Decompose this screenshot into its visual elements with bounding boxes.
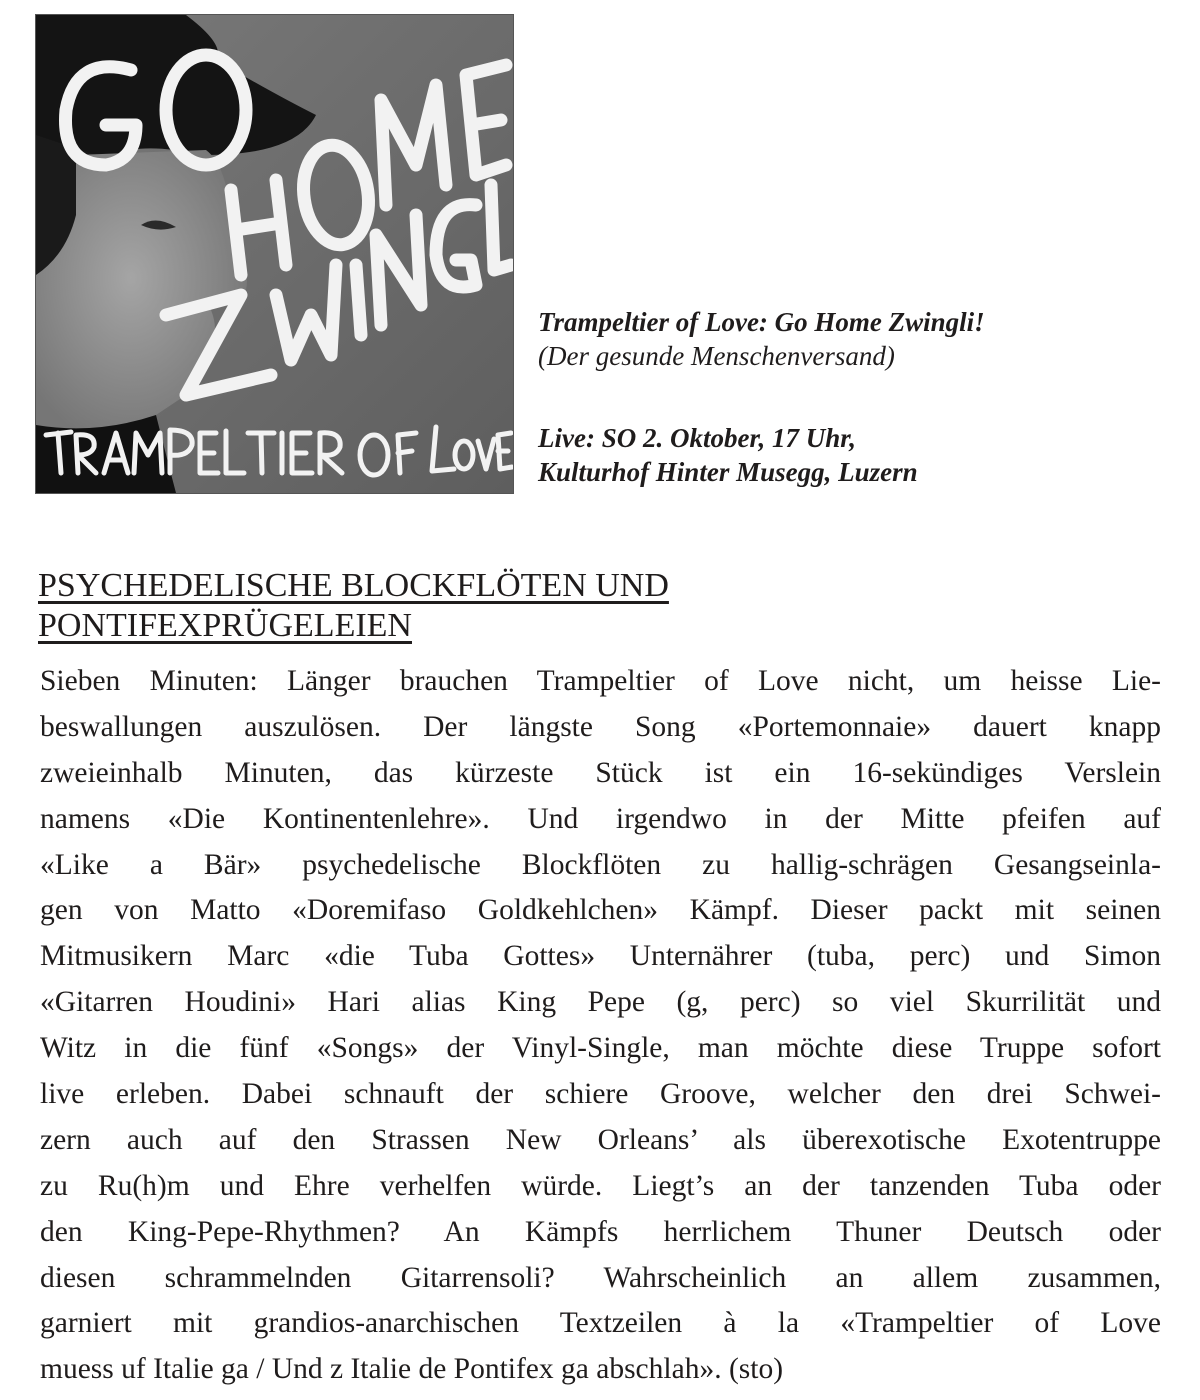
body-line: zu Ru(h)m und Ehre verhelfen würde. Liegt’s an der tanzenden Tuba oder xyxy=(40,1169,1161,1202)
headline-line xyxy=(38,566,1178,606)
body-line: zern auch auf den Strassen New Orleans’ als überexotische Exotentruppe xyxy=(40,1123,1161,1156)
headline-text: PONTIFEXPRÜGELEIEN xyxy=(38,607,412,644)
body-line: diesen schrammelnden Gitarrensoli? Wahrscheinlich an allem zusammen, xyxy=(40,1261,1161,1294)
body-line: Sieben Minuten: Länger brauchen Trampeltier of Love nicht, um heisse Lie- xyxy=(40,665,1161,697)
body-line: muess uf Italie ga / Und z Italie de Pontifex ga abschlah». (sto) xyxy=(40,1353,784,1386)
spacer xyxy=(538,373,1178,421)
headline-line xyxy=(38,606,1178,646)
live-venue: Kulturhof Hinter Musegg, Luzern xyxy=(538,457,918,487)
body-line: beswallungen auszulösen. Der längste Song «Portemonnaie» dauert knapp xyxy=(40,710,1161,743)
body-line: gen von Matto «Doremifaso Goldkehlchen» Kämpf. Dieser packt mit seinen xyxy=(40,894,1161,927)
article-headline xyxy=(38,566,1178,646)
body-line: Witz in die fünf «Songs» der Vinyl-Single, man möchte diese Truppe sofort xyxy=(40,1032,1161,1065)
body-line: live erleben. Dabei schnauft der schiere Groove, welcher den drei Schwei- xyxy=(40,1078,1161,1111)
body-line: namens «Die Kontinentenlehre». Und irgendwo in der Mitte pfeifen auf xyxy=(40,802,1161,835)
body-line: Mitmusikern Marc «die Tuba Gottes» Unternährer (tuba, perc) und Simon xyxy=(40,940,1161,973)
album-cover-artwork xyxy=(36,15,513,493)
album-cover xyxy=(35,14,514,494)
release-info xyxy=(538,305,1178,489)
headline-text: PSYCHEDELISCHE BLOCKFLÖTEN UND xyxy=(38,567,669,604)
live-date: Live: SO 2. Oktober, 17 Uhr, xyxy=(538,423,857,453)
body-line: garniert mit grandios-anarchischen Textzeilen à la «Trampeltier of Love xyxy=(40,1307,1161,1340)
body-line: «Gitarren Houdini» Hari alias King Pepe (g, perc) so viel Skurrilität und xyxy=(40,986,1161,1019)
release-label: (Der gesunde Menschenversand) xyxy=(538,341,895,371)
body-line: zweieinhalb Minuten, das kürzeste Stück ist ein 16-sekündiges Verslein xyxy=(40,756,1161,789)
body-line: «Like a Bär» psychedelische Blockflöten zu hallig-schrägen Gesangseinla- xyxy=(40,848,1161,881)
article-body xyxy=(40,659,1161,1393)
body-line: den King-Pepe-Rhythmen? An Kämpfs herrlichem Thuner Deutsch oder xyxy=(40,1215,1161,1248)
release-title: Trampeltier of Love: Go Home Zwingli! xyxy=(538,307,985,337)
